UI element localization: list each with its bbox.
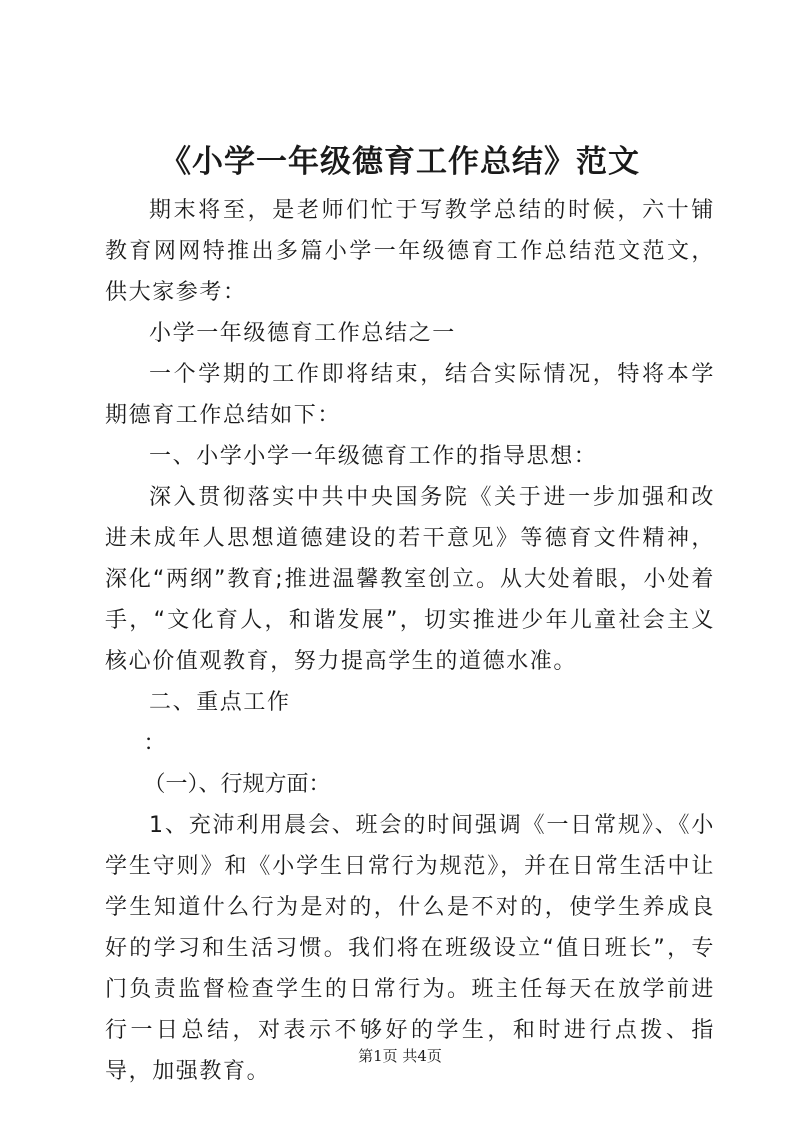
paragraph-subtitle: 小学一年级德育工作总结之一: [149, 321, 456, 346]
paragraph-colon: ：: [143, 731, 166, 756]
document-title: 《小学一年级德育工作总结》范文: [160, 144, 640, 180]
page-number-footer: 第1页 共4页: [358, 1047, 442, 1065]
paragraph-section-one-heading: 一、小学小学一年级德育工作的指导思想：: [149, 444, 598, 469]
paragraph-opening: 一个学期的工作即将结束，结合实际情况，特将本学期德育工作总结如下：: [105, 362, 715, 428]
paragraph-intro: 期末将至，是老师们忙于写教学总结的时候，六十铺教育网网特推出多篇小学一年级德育工作总结范文范文，供大家参考：: [105, 198, 715, 305]
paragraph-conduct-rules: 1、充沛利用晨会、班会的时间强调《一日常规》、《小学生守则》和《小学生日常行为规范》，并在日常生活中让学生知道什么行为是对的，什么是不对的，使学生养成良好的学习和生活习惯。我们将在班级设立“值日班长”，专门负责监督检查学生的日常行为。班主任每天在放学前进行一日总结，对表示不够好的学生，和时进行点拨、指导，加强教育。: [105, 813, 715, 1084]
paragraph-section-two-heading: 二、重点工作: [149, 690, 291, 715]
document-body: [105, 190, 715, 1092]
paragraph-subsection-heading: （一）、行规方面：: [143, 772, 331, 797]
paragraph-guiding-ideas: 深入贯彻落实中共中央国务院《关于进一步加强和改进未成年人思想道德建设的若干意见》等德育文件精神，深化“两纲”教育;推进温馨教室创立。从大处着眼，小处着手，“文化育人，和谐发展”，切实推进少年儿童社会主义核心价值观教育，努力提高学生的道德水准。: [105, 485, 715, 674]
